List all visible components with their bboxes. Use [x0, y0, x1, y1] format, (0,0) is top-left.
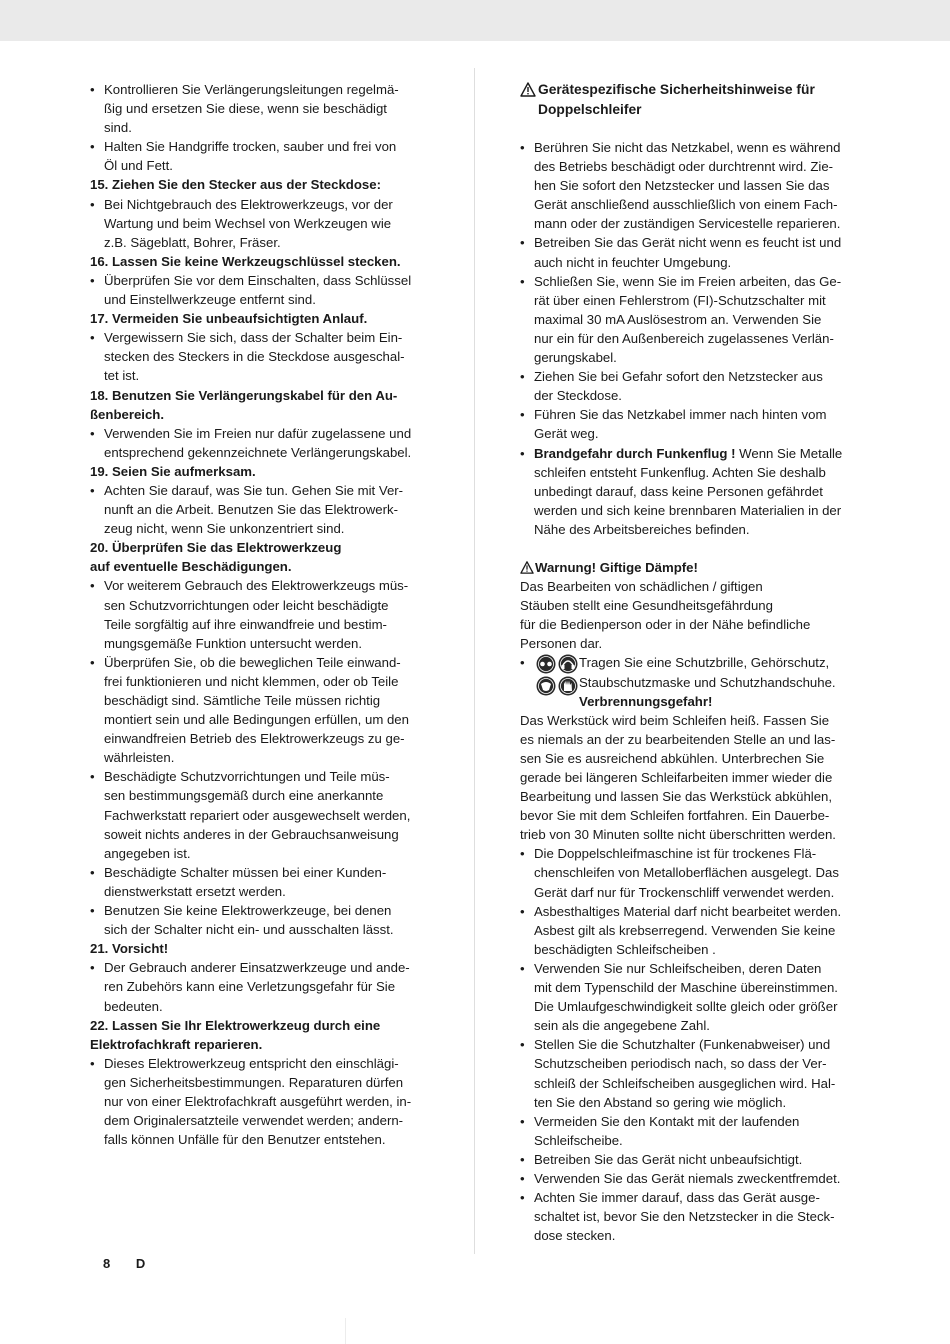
text-line: • Berühren Sie nicht das Netzkabel, wenn es während — [534, 140, 841, 155]
text-line: dose stecken. — [534, 1228, 616, 1244]
text-line: • Bei Nichtgebrauch des Elektrowerkzeugs, vor der — [104, 196, 393, 212]
fold-mark — [345, 1318, 346, 1344]
bullet-item — [520, 1188, 865, 1245]
text-line: • Vergewissern Sie sich, dass der Schalter beim Ein- — [104, 330, 403, 346]
section-heading — [90, 939, 440, 958]
section-heading — [90, 538, 440, 576]
section-title-line: Doppelschleifer — [538, 101, 642, 117]
dust-mask-icon — [537, 677, 556, 696]
text-line: • Schließen Sie, wenn Sie im Freien arbeiten, das Ge- — [534, 273, 842, 289]
text-line: währleisten. — [104, 750, 175, 766]
text-line: • Kontrollieren Sie Verlängerungsleitungen regelmä- — [104, 82, 399, 97]
text-line: • Verwenden Sie das Gerät niemals zweckentfremdet. — [534, 1170, 841, 1186]
text-line: 22. Lassen Sie Ihr Elektrowerkzeug durch eine — [90, 1017, 381, 1033]
text-line: nunft an die Arbeit. Benutzen Sie das Elektrowerk- — [104, 502, 398, 518]
text-line: Wartung und beim Wechsel von Werkzeugen wie — [104, 215, 392, 231]
text-line: sen bestimmungsgemäß durch eine anerkannte — [104, 788, 384, 804]
text-line: • Verwenden Sie im Freien nur dafür zugelassene und — [104, 425, 412, 441]
bullet-item — [520, 959, 865, 1035]
text-line: frei funktionieren und nicht klemmen, oder ob Teile — [104, 673, 399, 689]
text-line: trieb von 30 Minuten sollte nicht überschritten werden. — [520, 827, 836, 843]
text-line: ten Sie den Abstand so gering wie möglich. — [534, 1094, 787, 1110]
bullet-item — [90, 901, 440, 939]
page-number: 8 — [103, 1256, 111, 1271]
text-line: schleiß der Schleifscheiben ausgeglichen wird. Hal- — [534, 1075, 836, 1091]
text-line: Schleifscheibe. — [534, 1132, 623, 1148]
page-footer — [103, 1256, 167, 1271]
spark-hazard-line: schleifen entsteht Funkenflug. Achten Sie deshalb — [534, 464, 826, 480]
bullet-item — [90, 958, 440, 1015]
text-line: mungsgemäße Funktion untersucht werden. — [104, 635, 363, 651]
bullet-item — [90, 424, 440, 462]
warning-text-line: Personen dar. — [520, 636, 603, 652]
text-line: • Achten Sie darauf, was Sie tun. Gehen Sie mit Ver- — [104, 482, 404, 498]
ppe-text-line: Staubschutzmaske und Schutzhandschuhe. — [579, 674, 836, 690]
text-line: Teile sorgfältig auf ihre einwandfreie und bestim- — [104, 616, 387, 632]
section-title-line: Gerätespezifische Sicherheitshinweise für — [538, 82, 815, 97]
ppe-symbols-icon — [535, 653, 579, 697]
text-line: 17. Vermeiden Sie unbeaufsichtigten Anlauf. — [90, 311, 368, 327]
text-line: Die Umlaufgeschwindigkeit sollte gleich oder größer — [534, 999, 838, 1015]
bullet-item — [90, 80, 440, 137]
bullet-item — [90, 1054, 440, 1149]
top-bar — [0, 0, 950, 41]
text-line: falls können Unfälle für den Benutzer entstehen. — [104, 1132, 386, 1148]
bullet-item — [90, 137, 440, 175]
text-line: dem Originalersatzteile verwendet werden; andern- — [104, 1113, 404, 1129]
text-line: schaltet ist, bevor Sie den Netzstecker in die Steck- — [534, 1209, 835, 1225]
text-line: mann oder der zuständigen Servicestelle reparieren. — [534, 216, 841, 232]
burn-hazard-title: Verbrennungsgefahr! — [579, 693, 713, 709]
text-line: • Beschädigte Schalter müssen bei einer Kunden- — [104, 864, 387, 880]
section-heading — [90, 386, 440, 424]
text-line: Bearbeitung und lassen Sie das Werkstück abkühlen, — [520, 789, 833, 805]
text-line: z.B. Sägeblatt, Bohrer, Fräser. — [104, 234, 281, 250]
bullet-item — [520, 233, 865, 271]
burn-hazard-text — [520, 711, 865, 845]
text-line: • Verwenden Sie nur Schleifscheiben, deren Daten — [534, 960, 822, 976]
left-column — [90, 80, 440, 1149]
grinder-usage-list — [520, 844, 865, 1245]
text-line: ßenbereich. — [90, 406, 165, 422]
bullet-item — [520, 1035, 865, 1111]
text-line: • Führen Sie das Netzkabel immer nach hinten vom — [534, 407, 827, 423]
text-line: sein als die angegebene Zahl. — [534, 1018, 710, 1034]
text-line: sen Schutzvorrichtungen oder leicht beschädigte — [104, 597, 389, 613]
text-line: bedeuten. — [104, 998, 163, 1014]
ppe-text-line: • Tragen Sie eine Schutzbrille, Gehörschutz, — [579, 655, 830, 671]
text-line: Schutzscheiben periodisch nach, so dass der Ver- — [534, 1056, 827, 1072]
text-line: • Dieses Elektrowerkzeug entspricht den einschlägi- — [104, 1055, 399, 1071]
text-line: bevor Sie mit dem Schleifen fortfahren. Ein Dauerbe- — [520, 808, 830, 824]
text-line: der Steckdose. — [534, 388, 622, 404]
warning-triangle-icon — [520, 561, 534, 574]
text-line: dienstwerkstatt ersetzt werden. — [104, 883, 286, 899]
spark-hazard-item — [520, 444, 865, 539]
text-line: auf eventuelle Beschädigungen. — [90, 559, 292, 575]
text-line: 15. Ziehen Sie den Stecker aus der Steckdose: — [90, 177, 381, 193]
bullet-item — [90, 863, 440, 901]
text-line: nur von einer Elektrofachkraft ausgeführt werden, in- — [104, 1093, 412, 1109]
text-line: 18. Benutzen Sie Verlängerungskabel für den Au- — [90, 387, 398, 403]
bullet-item — [520, 272, 865, 367]
text-line: • Überprüfen Sie vor dem Einschalten, dass Schlüssel — [104, 272, 412, 288]
spark-hazard-line: • Brandgefahr durch Funkenflug ! Wenn Sie Metalle — [534, 445, 843, 461]
text-line: rät über einen Fehlerstrom (FI)-Schutzschalter mit — [534, 292, 826, 308]
text-line: • Vermeiden Sie den Kontakt mit der laufenden — [534, 1113, 800, 1129]
warning-text-line: Das Bearbeiten von schädlichen / giftigen — [520, 579, 763, 595]
text-line: gerade bei längeren Schleifarbeiten immer wieder die — [520, 770, 833, 785]
text-line: chenschleifen von Metalloberflächen ausgelegt. Das — [534, 865, 839, 881]
text-line: ren Zubehörs kann eine Verletzungsgefahr für Sie — [104, 979, 396, 995]
text-line: Öl und Fett. — [104, 158, 173, 174]
bullet-item — [520, 138, 865, 233]
text-line: 21. Vorsicht! — [90, 941, 169, 957]
ppe-item — [520, 653, 865, 710]
bullet-item — [90, 328, 440, 385]
warning-triangle-icon — [520, 82, 536, 97]
bullet-item — [520, 844, 865, 901]
text-line: • Stellen Sie die Schutzhalter (Funkenabweiser) und — [534, 1037, 831, 1053]
text-line: gen Sicherheitsbestimmungen. Reparaturen dürfen — [104, 1074, 404, 1090]
text-line: angegeben ist. — [104, 845, 191, 861]
section-heading — [90, 252, 440, 271]
section-heading — [90, 1016, 440, 1054]
text-line: stecken des Steckers in die Steckdose ausgeschal- — [104, 349, 405, 365]
warning-text-line: für die Bedienperson oder in der Nähe befindliche — [520, 617, 811, 633]
bullet-item — [90, 481, 440, 538]
text-line: • Betreiben Sie das Gerät nicht unbeaufsichtigt. — [534, 1151, 803, 1167]
warning-text-line: Stäuben stellt eine Gesundheitsgefährdung — [520, 598, 773, 614]
section-title — [520, 80, 865, 119]
text-line: Gerät anschließend ausschließlich von einem Fach- — [534, 197, 838, 213]
text-line: beschädigten Schleifscheiben . — [534, 941, 716, 957]
text-line: • Benutzen Sie keine Elektrowerkzeuge, bei denen — [104, 903, 392, 919]
bullet-item — [520, 367, 865, 405]
section-heading — [90, 175, 440, 194]
text-line: tet ist. — [104, 368, 140, 384]
bullet-item — [520, 1150, 865, 1169]
text-line: es niemals an der zu bearbeitenden Stelle an und las- — [520, 731, 836, 747]
section-heading — [90, 309, 440, 328]
spark-hazard-line: werden und sich keine brennbaren Materialien in der — [534, 502, 842, 518]
text-line: • Die Doppelschleifmaschine ist für trockenes Flä- — [534, 846, 817, 862]
text-line: • Asbesthaltiges Material darf nicht bearbeitet werden. — [534, 903, 842, 919]
spark-hazard-line: Nähe des Arbeitsbereiches befinden. — [534, 521, 750, 537]
text-line: Das Werkstück wird beim Schleifen heiß. Fassen Sie — [520, 712, 830, 728]
spark-hazard-title: Brandgefahr durch Funkenflug ! — [534, 445, 736, 461]
text-line: gerungskabel. — [534, 350, 617, 366]
text-line: 20. Überprüfen Sie das Elektrowerkzeug — [90, 540, 342, 556]
bullet-item — [90, 271, 440, 309]
bullet-item — [520, 1112, 865, 1150]
bullet-item — [90, 576, 440, 652]
bullet-item — [90, 195, 440, 252]
bullet-item — [520, 405, 865, 443]
text-line: ßig und ersetzen Sie diese, wenn sie beschädigt — [104, 101, 387, 117]
text-line: beschädigt sind. Sämtliche Teile müssen richtig — [104, 693, 381, 708]
text-line: Gerät weg. — [534, 426, 599, 442]
bullet-item — [90, 653, 440, 768]
bullet-item — [520, 902, 865, 959]
bullet-item — [90, 767, 440, 862]
text-line: • Halten Sie Handgriffe trocken, sauber und frei von — [104, 139, 397, 155]
text-line: des Betriebs beschädigt oder durchtrennt wird. Zie- — [534, 159, 834, 175]
text-line: • Ziehen Sie bei Gefahr sofort den Netzstecker aus — [534, 369, 823, 385]
section-heading — [90, 462, 440, 481]
text-line: nur ein für den Außenbereich zugelassenes Verlän- — [534, 330, 834, 346]
text-line: Fachwerkstatt repariert oder ausgewechselt werden, — [104, 807, 411, 823]
spark-hazard-line: unbedingt darauf, dass keine Personen gefährdet — [534, 483, 823, 499]
ear-protection-icon — [559, 655, 578, 674]
device-safety-list — [520, 138, 865, 444]
text-line: • Vor weiterem Gebrauch des Elektrowerkzeugs müs- — [104, 578, 409, 594]
warning-title: Warnung! Giftige Dämpfe! — [520, 558, 865, 577]
text-line: entsprechend gekennzeichnete Verlängerungskabel. — [104, 444, 412, 460]
language-code: D — [135, 1256, 146, 1271]
text-line: montiert sein und alle Bedingungen erfüllen, um den — [104, 712, 409, 728]
text-line: • Überprüfen Sie, ob die beweglichen Teile einwand- — [104, 654, 401, 670]
text-line: maximal 30 mA Auslösestrom an. Verwenden Sie — [534, 311, 822, 327]
text-line: Gerät darf nur für Trockenschliff verwendet werden. — [534, 884, 835, 900]
text-line: Elektrofachkraft reparieren. — [90, 1036, 263, 1052]
text-line: • Achten Sie immer darauf, dass das Gerät ausge- — [534, 1190, 820, 1206]
text-line: sen Sie es ausreichend abkühlen. Unterbrechen Sie — [520, 750, 825, 766]
text-line: sich der Schalter nicht ein- und ausschalten lässt. — [104, 922, 394, 938]
column-divider — [474, 68, 475, 1254]
text-line: 16. Lassen Sie keine Werkzeugschlüssel stecken. — [90, 253, 401, 269]
text-line: soweit nichts anderes in der Gebrauchsanweisung — [104, 826, 399, 842]
text-line: einwandfreien Betrieb des Elektrowerkzeugs zu ge- — [104, 731, 405, 747]
safety-goggles-icon — [537, 655, 556, 674]
text-line: sind. — [104, 120, 132, 136]
text-line: auch nicht in feuchter Umgebung. — [534, 254, 732, 270]
text-line: • Betreiben Sie das Gerät nicht wenn es feucht ist und — [534, 235, 842, 251]
text-line: hen Sie sofort den Netzstecker und lassen Sie das — [534, 178, 830, 194]
text-line: und Einstellwerkzeuge entfernt sind. — [104, 292, 316, 308]
text-line: 19. Seien Sie aufmerksam. — [90, 463, 256, 479]
text-line: mit dem Typenschild der Maschine übereinstimmen. — [534, 980, 838, 996]
text-line: Asbest gilt als krebserregend. Verwenden Sie keine — [534, 922, 836, 938]
text-line: • Der Gebrauch anderer Einsatzwerkzeuge und ande- — [104, 960, 410, 976]
text-line: zeug nicht, wenn Sie unkonzentriert sind. — [104, 521, 345, 537]
right-column — [520, 80, 865, 1245]
text-line: • Beschädigte Schutzvorrichtungen und Teile müs- — [104, 769, 390, 785]
bullet-item — [520, 1169, 865, 1188]
gloves-icon — [559, 677, 578, 696]
